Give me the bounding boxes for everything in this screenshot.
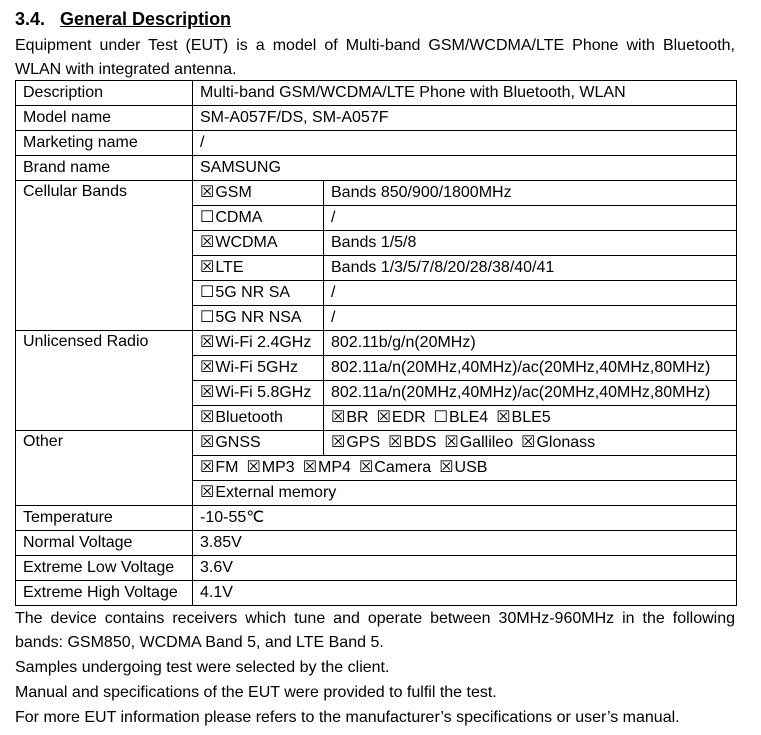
table-row [16, 556, 737, 581]
table-row [16, 581, 737, 606]
row-label: Brand name [16, 156, 193, 181]
band-value: / [324, 306, 737, 331]
checkbox-icon: ☒ [200, 434, 215, 451]
checkbox-icon: ☒ [200, 259, 215, 276]
band-value: Bands 1/5/8 [324, 231, 737, 256]
checkbox-icon: ☒ [358, 459, 374, 476]
row-value: Multi-band GSM/WCDMA/LTE Phone with Bluetooth, WLAN [193, 81, 737, 106]
intro-line-1: Equipment under Test (EUT) is a model of Multi-band GSM/WCDMA/LTE Phone with Bluetooth, [15, 37, 735, 54]
row-label: Description [16, 81, 193, 106]
table-row [16, 156, 737, 181]
band-value: Bands 850/900/1800MHz [324, 181, 737, 206]
option-label: Glonass [536, 434, 596, 451]
radio-name-cell [193, 406, 324, 431]
checkbox-icon: ☒ [200, 234, 215, 251]
radio-value: 802.11a/n(20MHz,40MHz)/ac(20MHz,40MHz,80MHz) [324, 356, 737, 381]
intro-line-2: WLAN with integrated antenna. [15, 61, 237, 78]
checkbox-icon: ☒ [521, 434, 536, 451]
band-name: WCDMA [215, 234, 278, 251]
option-label: BLE4 [449, 409, 489, 426]
outro-line-1: The device contains receivers which tune and operate between 30MHz-960MHz in the following [15, 610, 735, 627]
row-label: Extreme Low Voltage [16, 556, 193, 581]
feature-name: GNSS [215, 434, 261, 451]
feature-name-cell [193, 431, 324, 456]
band-name: 5G NR NSA [215, 309, 302, 326]
checkbox-icon: ☒ [388, 434, 403, 451]
radio-name: Bluetooth [215, 409, 283, 426]
spec-table [15, 80, 737, 606]
row-value: SM-A057F/DS, SM-A057F [193, 106, 737, 131]
radio-name: Wi-Fi 5.8GHz [215, 384, 312, 401]
row-value: 4.1V [193, 581, 737, 606]
band-value: Bands 1/3/5/7/8/20/28/38/40/41 [324, 256, 737, 281]
checkbox-icon: ☒ [200, 409, 215, 426]
option-label: BLE5 [511, 409, 551, 426]
row-value: 3.6V [193, 556, 737, 581]
section-heading [15, 9, 231, 30]
checkbox-icon: ☒ [200, 184, 215, 201]
checkbox-icon: ☐ [433, 409, 449, 426]
outro-line-3: Samples undergoing test were selected by the client. [15, 659, 390, 676]
radio-name-cell [193, 381, 324, 406]
checkbox-icon: ☐ [200, 284, 215, 301]
checkbox-icon: ☒ [200, 334, 215, 351]
row-label: Marketing name [16, 131, 193, 156]
radio-name-cell [193, 331, 324, 356]
radio-value: 802.11a/n(20MHz,40MHz)/ac(20MHz,40MHz,80MHz) [324, 381, 737, 406]
band-value: / [324, 281, 737, 306]
row-label: Unlicensed Radio [16, 331, 193, 431]
table-row [16, 81, 737, 106]
radio-name-cell [193, 356, 324, 381]
band-name-cell [193, 206, 324, 231]
checkbox-icon: ☐ [200, 209, 215, 226]
band-name-cell [193, 231, 324, 256]
table-row [16, 331, 737, 356]
checkbox-icon: ☒ [302, 459, 318, 476]
row-label: Normal Voltage [16, 531, 193, 556]
checkbox-icon: ☒ [444, 434, 459, 451]
table-row [16, 431, 737, 456]
checkbox-icon: ☒ [246, 459, 261, 476]
section-title: General Description [60, 9, 232, 29]
features-cell [193, 456, 737, 481]
option-label: External memory [215, 484, 337, 501]
option-label: GPS [346, 434, 381, 451]
checkbox-icon: ☒ [331, 409, 346, 426]
option-label: MP4 [318, 459, 351, 476]
section-number: 3.4. [15, 9, 46, 29]
option-label: MP3 [261, 459, 295, 476]
memory-cell [193, 481, 737, 506]
band-name-cell [193, 256, 324, 281]
table-row [16, 131, 737, 156]
band-name: 5G NR SA [215, 284, 291, 301]
table-row [16, 531, 737, 556]
outro-line-2: bands: GSM850, WCDMA Band 5, and LTE Band 5. [15, 634, 384, 651]
radio-name: Wi-Fi 5GHz [215, 359, 298, 376]
option-label: Camera [374, 459, 432, 476]
row-label: Cellular Bands [16, 181, 193, 331]
table-row [16, 106, 737, 131]
band-name-cell [193, 281, 324, 306]
gnss-options [324, 431, 737, 456]
band-name-cell [193, 306, 324, 331]
row-value: SAMSUNG [193, 156, 737, 181]
checkbox-icon: ☒ [200, 459, 215, 476]
checkbox-icon: ☐ [200, 309, 215, 326]
table-row [16, 181, 737, 206]
checkbox-icon: ☒ [200, 484, 215, 501]
outro-line-5: For more EUT information please refers to the manufacturer’s specifications or user’s manual. [15, 709, 680, 726]
row-value: -10-55℃ [193, 506, 737, 531]
band-name: CDMA [215, 209, 263, 226]
row-label: Other [16, 431, 193, 506]
bluetooth-options [324, 406, 737, 431]
checkbox-icon: ☒ [200, 384, 215, 401]
checkbox-icon: ☒ [439, 459, 454, 476]
table-row [16, 506, 737, 531]
option-label: Gallileo [459, 434, 514, 451]
checkbox-icon: ☒ [200, 359, 215, 376]
row-value: / [193, 131, 737, 156]
outro-line-4: Manual and specifications of the EUT were provided to fulfil the test. [15, 684, 497, 701]
band-name: GSM [215, 184, 252, 201]
row-label: Temperature [16, 506, 193, 531]
option-label: BR [346, 409, 369, 426]
option-label: EDR [391, 409, 426, 426]
radio-name: Wi-Fi 2.4GHz [215, 334, 312, 351]
checkbox-icon: ☒ [496, 409, 511, 426]
row-value: 3.85V [193, 531, 737, 556]
band-name: LTE [215, 259, 244, 276]
option-label: USB [454, 459, 488, 476]
radio-value: 802.11b/g/n(20MHz) [324, 331, 737, 356]
band-value: / [324, 206, 737, 231]
band-name-cell [193, 181, 324, 206]
option-label: FM [215, 459, 239, 476]
checkbox-icon: ☒ [331, 434, 346, 451]
checkbox-icon: ☒ [376, 409, 391, 426]
row-label: Model name [16, 106, 193, 131]
option-label: BDS [403, 434, 437, 451]
row-label: Extreme High Voltage [16, 581, 193, 606]
